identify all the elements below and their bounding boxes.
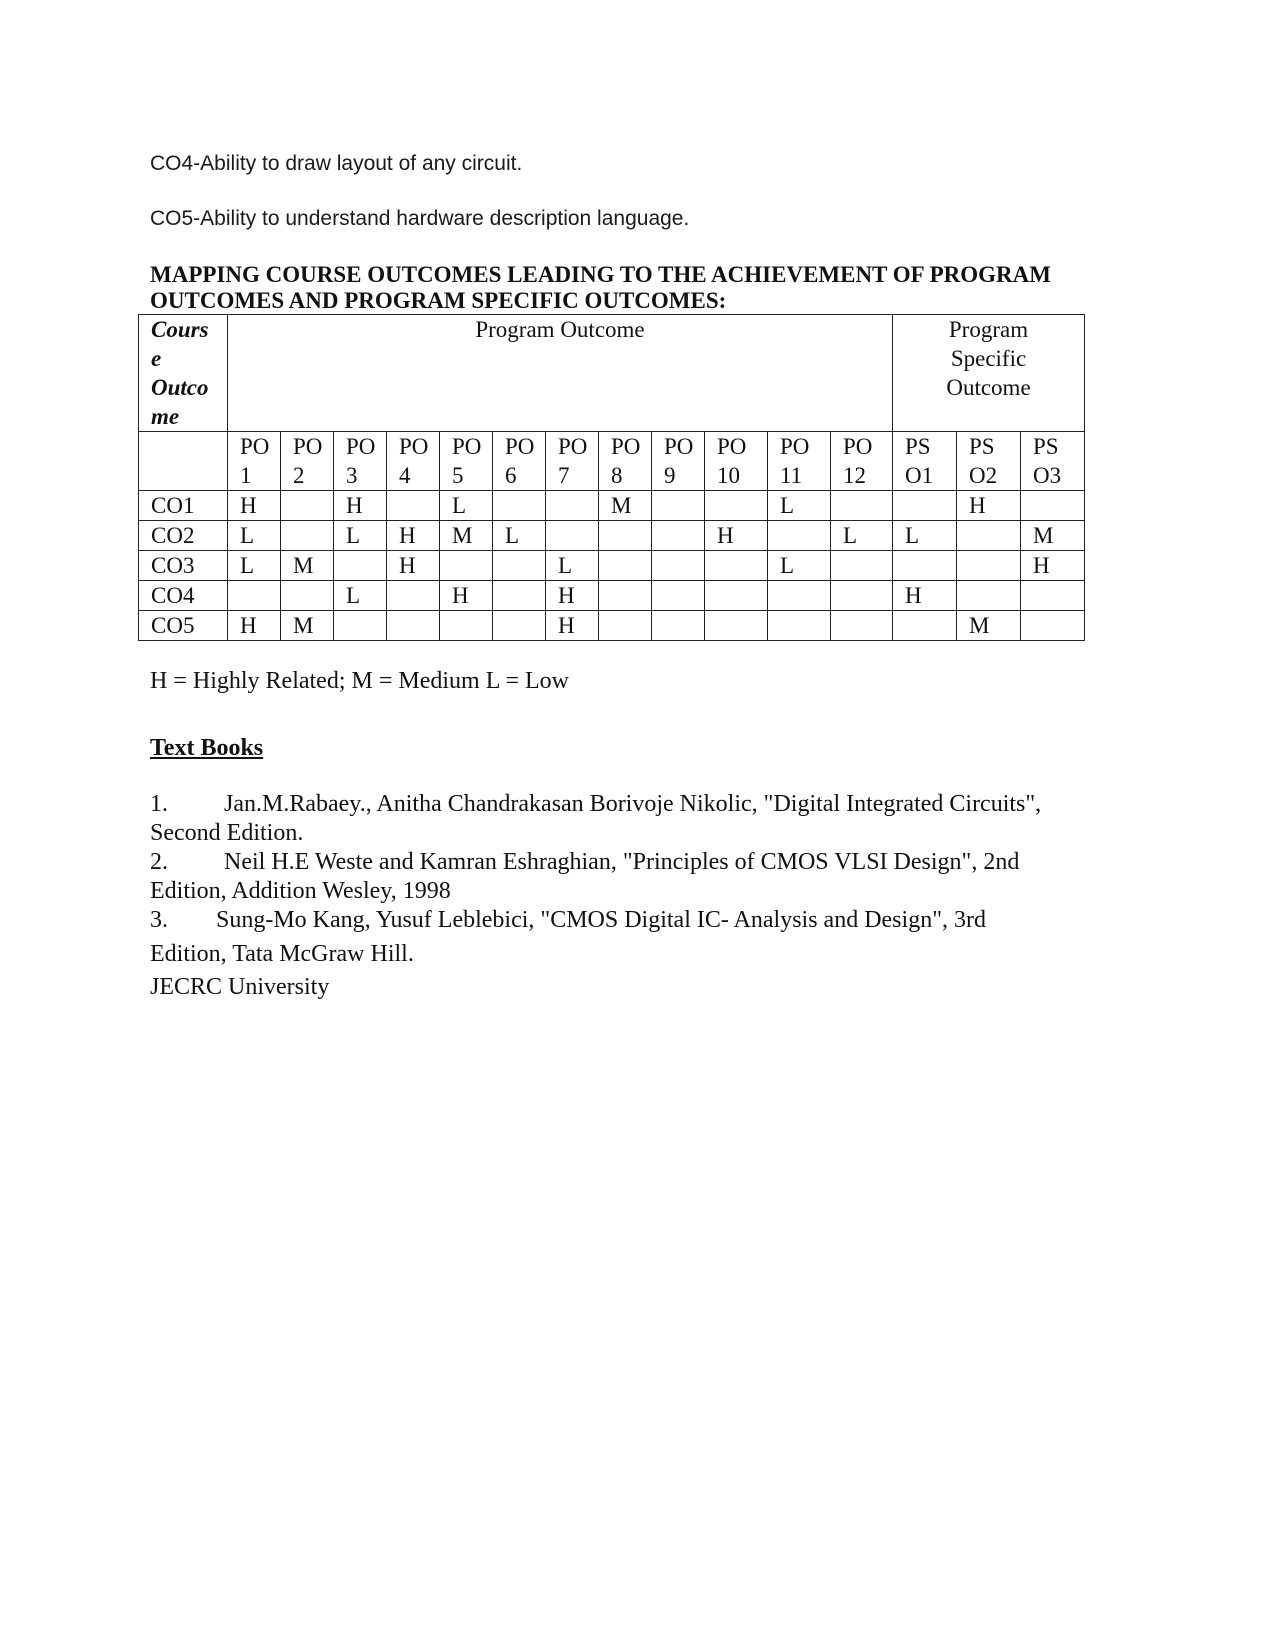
university-name: JECRC University <box>150 974 330 1000</box>
mapping-cell: H <box>440 581 493 611</box>
mapping-cell: M <box>599 491 652 521</box>
mapping-cell: H <box>546 611 599 641</box>
column-header: PO 11 <box>768 432 831 491</box>
column-header: PS O1 <box>893 432 957 491</box>
mapping-heading <box>150 262 1070 314</box>
mapping-cell <box>334 611 387 641</box>
mapping-heading-line1: MAPPING COURSE OUTCOMES LEADING TO THE ACHIEVEMENT OF PROGRAM <box>150 262 1051 287</box>
course-outcome-co4: CO4-Ability to draw layout of any circuit. <box>150 152 523 175</box>
mapping-cell: M <box>440 521 493 551</box>
mapping-cell: L <box>893 521 957 551</box>
column-header: PO 5 <box>440 432 493 491</box>
mapping-cell <box>228 581 281 611</box>
mapping-cell <box>599 521 652 551</box>
mapping-cell: L <box>546 551 599 581</box>
mapping-cell <box>599 611 652 641</box>
mapping-cell <box>440 611 493 641</box>
column-header: PO 6 <box>493 432 546 491</box>
mapping-cell: L <box>831 521 893 551</box>
column-header: PO 1 <box>228 432 281 491</box>
mapping-cell <box>652 611 705 641</box>
mapping-cell <box>546 491 599 521</box>
column-header: PO 3 <box>334 432 387 491</box>
mapping-cell <box>652 551 705 581</box>
mapping-row <box>139 611 1085 641</box>
mapping-header-row-2 <box>139 432 1085 491</box>
mapping-cell <box>768 581 831 611</box>
mapping-cell <box>957 581 1021 611</box>
mapping-cell: H <box>957 491 1021 521</box>
mapping-cell <box>957 521 1021 551</box>
mapping-cell <box>387 491 440 521</box>
mapping-row <box>139 551 1085 581</box>
mapping-cell: L <box>440 491 493 521</box>
mapping-cell: L <box>768 551 831 581</box>
mapping-cell: H <box>1021 551 1085 581</box>
mapping-cell <box>281 521 334 551</box>
column-header: PO 4 <box>387 432 440 491</box>
course-outcome-label: CO4 <box>139 581 228 611</box>
mapping-cell <box>493 581 546 611</box>
mapping-cell <box>957 551 1021 581</box>
mapping-cell: H <box>546 581 599 611</box>
mapping-cell <box>893 551 957 581</box>
mapping-cell <box>1021 581 1085 611</box>
mapping-row <box>139 521 1085 551</box>
textbook-item: 3. Sung-Mo Kang, Yusuf Leblebici, "CMOS Digital IC- Analysis and Design", 3rd Edition, Tata McGraw Hill. <box>150 907 986 967</box>
course-outcome-label: CO2 <box>139 521 228 551</box>
column-header: PO 9 <box>652 432 705 491</box>
textbook-item: 1. Jan.M.Rabaey., Anitha Chandrakasan Borivoje Nikolic, "Digital Integrated Circuits", Second Edition. <box>150 791 1042 846</box>
course-outcome-co5: CO5-Ability to understand hardware description language. <box>150 207 690 230</box>
mapping-cell <box>493 551 546 581</box>
textbook-item: 2. Neil H.E Weste and Kamran Eshraghian, "Principles of CMOS VLSI Design", 2nd Edition, Addition Wesley, 1998 <box>150 849 1020 904</box>
mapping-cell <box>768 521 831 551</box>
mapping-cell <box>1021 611 1085 641</box>
mapping-cell <box>705 551 768 581</box>
program-outcome-header: Program Outcome <box>228 315 893 432</box>
mapping-cell <box>599 581 652 611</box>
mapping-cell <box>831 611 893 641</box>
textbooks-list <box>150 790 1090 1002</box>
mapping-cell: M <box>281 551 334 581</box>
column-header: PO 2 <box>281 432 334 491</box>
course-outcome-label: CO5 <box>139 611 228 641</box>
column-header: PO 12 <box>831 432 893 491</box>
mapping-cell <box>387 581 440 611</box>
mapping-cell: H <box>334 491 387 521</box>
textbooks-title: Text Books <box>150 735 264 761</box>
column-header: PO 8 <box>599 432 652 491</box>
mapping-cell <box>893 611 957 641</box>
mapping-cell: L <box>334 521 387 551</box>
mapping-cell <box>1021 491 1085 521</box>
mapping-cell: H <box>228 611 281 641</box>
column-header: PO 7 <box>546 432 599 491</box>
mapping-cell: L <box>334 581 387 611</box>
empty-corner-cell <box>139 432 228 491</box>
column-header: PS O2 <box>957 432 1021 491</box>
course-outcome-label: CO3 <box>139 551 228 581</box>
mapping-cell <box>440 551 493 581</box>
mapping-cell <box>546 521 599 551</box>
mapping-cell <box>893 491 957 521</box>
mapping-cell <box>281 581 334 611</box>
mapping-cell <box>652 581 705 611</box>
mapping-row <box>139 581 1085 611</box>
mapping-cell: H <box>228 491 281 521</box>
mapping-cell <box>831 551 893 581</box>
mapping-cell: H <box>705 521 768 551</box>
mapping-cell <box>831 581 893 611</box>
mapping-cell: M <box>281 611 334 641</box>
mapping-row <box>139 491 1085 521</box>
mapping-table <box>138 314 1085 641</box>
mapping-cell <box>705 581 768 611</box>
mapping-cell <box>705 611 768 641</box>
mapping-heading-line2: OUTCOMES AND PROGRAM SPECIFIC OUTCOMES: <box>150 288 727 313</box>
mapping-cell <box>281 491 334 521</box>
mapping-cell: L <box>493 521 546 551</box>
mapping-cell <box>705 491 768 521</box>
course-outcome-label: CO1 <box>139 491 228 521</box>
mapping-cell <box>652 521 705 551</box>
mapping-cell <box>387 611 440 641</box>
mapping-cell: L <box>228 521 281 551</box>
mapping-cell: M <box>1021 521 1085 551</box>
mapping-cell <box>768 611 831 641</box>
mapping-cell <box>493 491 546 521</box>
mapping-cell: H <box>893 581 957 611</box>
mapping-cell: L <box>768 491 831 521</box>
mapping-cell: H <box>387 521 440 551</box>
mapping-cell <box>493 611 546 641</box>
mapping-cell: M <box>957 611 1021 641</box>
mapping-cell <box>334 551 387 581</box>
column-header: PO 10 <box>705 432 768 491</box>
mapping-cell <box>652 491 705 521</box>
mapping-cell: L <box>228 551 281 581</box>
mapping-cell <box>599 551 652 581</box>
program-specific-outcome-header: Program Specific Outcome <box>893 315 1085 432</box>
mapping-header-row-1 <box>139 315 1085 432</box>
column-header: PS O3 <box>1021 432 1085 491</box>
mapping-cell: H <box>387 551 440 581</box>
mapping-cell <box>831 491 893 521</box>
mapping-legend: H = Highly Related; M = Medium L = Low <box>150 668 570 694</box>
course-outcome-header: Cours e Outco me <box>139 315 228 432</box>
